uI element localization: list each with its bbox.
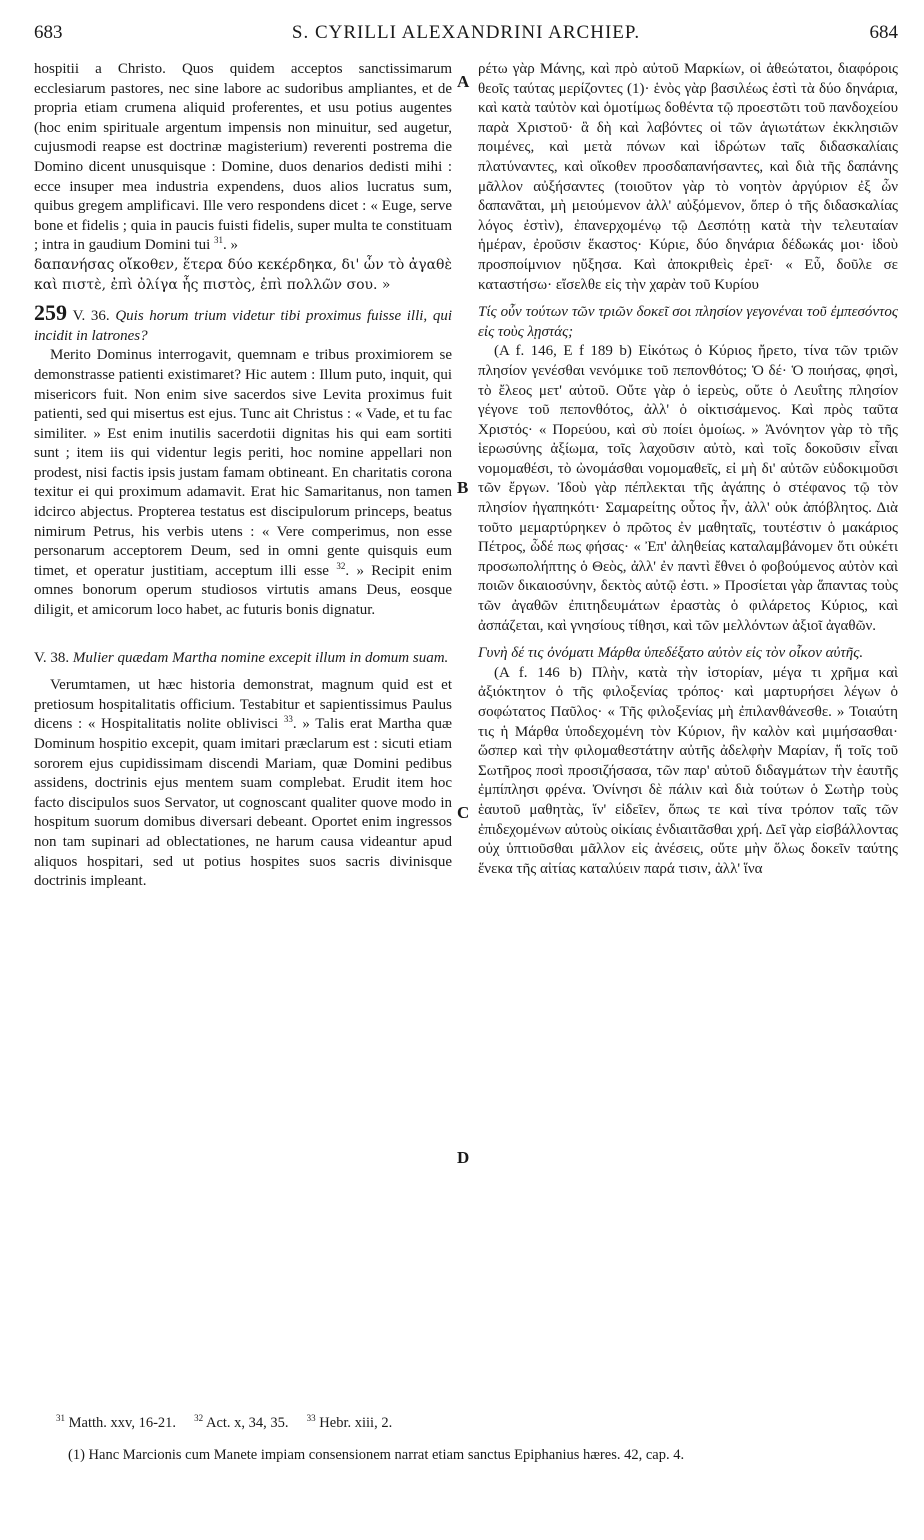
section-heading: Τίς οὖν τούτων τῶν τριῶν δοκεῖ σοι πλησίον γεγονέναι τοῦ ἐμπεσόντος εἰς τοὺς λῃστάς; [478, 304, 898, 340]
running-header [34, 22, 898, 52]
latin-column [34, 60, 452, 892]
manuscript-ref: (A f. 146 b) [494, 664, 582, 681]
latin-paragraph: Merito Dominus interrogavit, quemnam e tribus proximiorem se demonstrasse patienti existimaret? Hic autem : Illum puto, inquit, qui misericors fuit. Non enim sive sacerdos sive Levita proximus fuit patienti, sed qui misertus est ejus. Tunc ait Christus : « Vade, et tu fac similiter. » Est enim inutilis sacerdotii dignitas his qui eam sortiti sunt ; item iis qui videntur legis periti, hoc nomine appellari non prodest, nisi factis ipsis justam famam obtineant. En charitatis corona texitur ei qui proximum adamavit. Erat hic Samaritanus, non tamen idcirco abjectus. Propterea testatus est discipulorum princeps, beatus nimirum Petrus, his verbis utens : « Vere comperimus, non esse personarum acceptorem Deum, sed in omni gente quisquis eum timet, et operatur justitiam, acceptum illi esse $^{32}$. » Recipit enim omnes bonorum operum studiosos virtutis amans Deus, eosque diligit, et amicorum loco habet, ac futuris bonis dignatur. [34, 347, 452, 619]
footnote: $^{31}$ Matth. xxv, 16-21. [56, 1413, 177, 1431]
footnote-ref: 33 [283, 714, 293, 725]
section-heading: V. 38. Mulier quædam Martha nomine excepit illum in domum suam. [34, 649, 449, 666]
latin-paragraph: Verumtamen, ut hæc historia demonstrat, magnum quid est et pretiosum hospitalitatis officium. Testabitur et sapientissimus Paulus dicens : « Hospitalitatis nolite oblivisci $^{33}$. » Talis erat Martha quæ Dominum hospitio excepit, quam imitari præclarum est : sicuti etiam sororem ejus cupidissimam discendi Mariam, quæ Domini pedibus assidens, doctrinis ejus mentem suam complebat. Erudit item hoc facto discipulos suos Servator, ut cognoscant qualiter quove modo in hospitum suorum domibus diversari debeant. Oportet enim ingressos non tam supinari ad oblectationes, ne harum causa videantur apud aliquos hospitari, sed ut potius hospites suos sacris divinisque doctrinis impleant. [34, 677, 453, 890]
column-number: 259 [34, 300, 67, 326]
margin-letter-b: B [457, 478, 469, 497]
page-number-right: 684 [869, 22, 898, 43]
section-heading: Γυνὴ δέ τις ὀνόματι Μάρθα ὑπεδέξατο αὐτὸν εἰς τὸν οἶκον αὐτῆς. [478, 645, 864, 662]
scripture-footnotes [56, 1414, 898, 1433]
greek-paragraph: (A f. 146 b) Πλὴν, κατὰ τὴν ἱστορίαν, μέγα τι χρῆμα καὶ ἀξιόκτητον ὁ τῆς φιλοξενίας τρόπος· καὶ μαρτυρήσει λέγων ὁ σοφώτατος Παῦλος· « Τῆς φιλοξενίας μὴ ἐπιλανθάνεσθε. » Τοιαύτη τις ἡ Μάρθα ὑποδεχομένη τὸν Κύριον, ἣν καλὸν καὶ μιμήσασθαι· ὥσπερ καὶ τὴν φιλομαθεστάτην αὐτῆς ἀδελφὴν Μαρίαν, ἥ τοῖς τοῦ Σωτῆρος ποσὶ προσιζήσασα, τῶν παρ' αὐτοῦ διδαγμάτων τὴν ἑαυτῆς ἐμπίπλησι φρένα. Ὀνίνησι δὲ πάλιν καὶ διὰ τούτων ὁ Σωτὴρ τοὺς ἑαυτοῦ μαθητὰς, ἵν' εἰδεῖεν, ὅπως τε καὶ τίνα τρόπον ταῖς τῶν ἐπιδεχομένων αὐτοὺς οἰκίαις ἐνδιαιτᾶσθαι χρή. Δεῖ γὰρ εἰσβάλλοντας οὐχ ὑπτιοῦσθαι μᾶλλον εἰς ἀνέσεις, οὔτε μὴν ὅλως δοκεῖν ταύτης ἕνεκα τῆς αἰτίας καταλύειν παρά τισιν, ἀλλ' ἵνα [478, 664, 898, 877]
editor-footnote: (1) Hanc Marcionis cum Manete impiam consensionem narrat etiam sanctus Epiphanius hæres. 42, cap. 4. [68, 1447, 685, 1463]
greek-paragraph: ρέτω γὰρ Μάνης, καὶ πρὸ αὐτοῦ Μαρκίων, οἱ ἀθεώτατοι, διαφόροις θεοῖς ταύτας μερίζοντες (1)· ἑνὸς γὰρ βασιλέως ἐστὶ τὰ δύο δηνάρια, καὶ κατὰ ταὐτὸν καὶ ὁμοτίμως δοθέντα τῷ προεστῶτι τοῦ πανδοχείου παρὰ Χριστοῦ· ἃ δὴ καὶ λαβόντες οἱ τῶν ἁγιωτάτων ἐκκλησιῶν ποιμένες, καὶ μετὰ πόνων καὶ ἱδρώτων ταῖς διδασκαλίαις πλατύναντες, καὶ οἴκοθεν προσδαπανήσαντες, καὶ διὰ τῆς δαπάνης μᾶλλον αὐξήσαντες (τοιοῦτον γὰρ τὸ νοητὸν ἀργύριον ἐξ ὧν δαπανᾶται, μὴ μειούμενον ἀλλ' αὐξόμενον, ὅπερ ὁ τῆς διδασκαλίας λόγος ἐστὶν), ἐπανερχομένῳ τῷ Δεσπότῃ κατὰ τὴν τελευταίαν ἡμέραν, ἐροῦσιν ἕκαστος· Κύριε, δύο δηνάρια δέδωκάς μοι· ἰδοὺ προσποίμνιον ηὔξησα. Καὶ ἀποκριθεὶς ἐρεῖ· « Εὖ, δοῦλε σε καταστήσω· εἴσελθε εἰς τὴν χαρὰν τοῦ Κυρίου [478, 61, 898, 293]
section-heading: 259 V. 36. Quis horum trium videtur tibi proximus fuisse illi, qui incidit in latrones? [34, 300, 452, 344]
manuscript-ref: (A f. 146, E f 189 b) [494, 343, 632, 360]
margin-letter-d: D [457, 1148, 470, 1167]
footnote-ref: 32 [336, 560, 346, 571]
greek-paragraph: (A f. 146, E f 189 b) Εἰκότως ὁ Κύριος ἤρετο, τίνα τῶν τριῶν πλησίον γενέσθαι νενόμικε τοῦ πεπονθότος; Ὁ δέ· Ὁ ποιήσας, φησὶ, τὸ ἔλεος μετ' αὐτοῦ. Οὔτε γὰρ ὁ ἱερεὺς, οὔτε ὁ Λευΐτης πλησίον γέγονε τοῦ πεπονθότος, ἀλλ' ὁ οἰκτισάμενος. Καὶ πρὸς ταῦτα Χριστός· « Πορεύου, καὶ σὺ ποίει ὁμοίως. » Ἀνόνητον γὰρ τὸ τῆς ἱερωσύνης ἀξίωμα, τοῖς λαχοῦσιν αὐτὸ, καὶ τοῖς δοκοῦσιν εἶναι νομομαθέσι, τὸ ὠνομάσθαι νομομαθεῖς, εἰ μὴ δι' αὐτῶν εὐδοκιμοῦσι τῶν ἔργων. Ἰδοὺ γὰρ πέπλεκται τῆς ἀγάπης ὁ στέφανος τῷ τὸν πλησίον ἠγαπηκότι· Σαμαρείτης οὗτος ἦν, ἀλλ' οὐκ ἀπόβλητος. Διὰ τοῦτο μεμαρτύρηκεν ὁ πρῶτος ἐν μαθηταῖς, τουτέστιν ὁ μακάριος Πέτρος, ὧδέ πως φήσας· « Ἐπ' ἀληθείας καταλαμβάνομεν ὅτι οὐκέτι προσωπολήπτης ὁ Θεὸς, ἀλλ' ἐν παντὶ ἔθνει ὁ φοβούμενος αὐτὸν καὶ ποιῶν δικαιοσύνην, δεκτὸς αὐτῷ ἐστι. » Προσίεται γὰρ ἅπαντας τοὺς τῶν ἀγαθῶν ἐπιτηδευμάτων ἐραστὰς ὁ φιλάρετος Κύριος, καὶ ἀσπάζεται, καὶ γνησίους τίθησι, καὶ τῶν μελλόντων ἀξιοῖ ἀγαθῶν. [478, 343, 898, 634]
footnote-ref: 31 [214, 235, 223, 246]
greek-continuation: δαπανήσας οἴκοθεν, ἕτερα δύο κεκέρδηκα, δι' ὧν τὸ ἀγαθὲ καὶ πιστὲ, ἐπὶ ὀλίγα ἧς πιστὸς, ἐπὶ πολλῶν σου. » [34, 256, 452, 293]
running-title: S. CYRILLI ALEXANDRINI ARCHIEP. [291, 22, 641, 43]
footnote: $^{33}$ Hebr. xiii, 2. [306, 1413, 393, 1431]
margin-letter-a: A [457, 72, 470, 91]
margin-letter-c: C [457, 803, 470, 822]
latin-paragraph: hospitii a Christo. Quos quidem acceptos sanctissimarum ecclesiarum pastores, nec sine labore ac sudoribus ampliantes, et de propria etiam crumena aliquid proferentes, et usu potius augentes (hoc enim spirituale argentum impensis non minuitur, sed augetur, cujusmodi reapse est doctrinæ magisterium) reverenti postrema die Domino dicent unusquisque : Domine, duos denarios dedisti mihi : ecce insuper mea industria expendens, duos alios lucratus sum, quibus gregem amplificavi. Ille vero respondens dicet : « Euge, serve bone et fidelis ; quia in paucis fuisti fidelis, super multa te constituam ; intra in gaudium Domini tui $^{31}$. » [34, 61, 452, 254]
page-number-left: 683 [34, 22, 63, 43]
greek-column [478, 60, 898, 879]
footnote: $^{32}$ Act. x, 34, 35. [194, 1413, 289, 1431]
